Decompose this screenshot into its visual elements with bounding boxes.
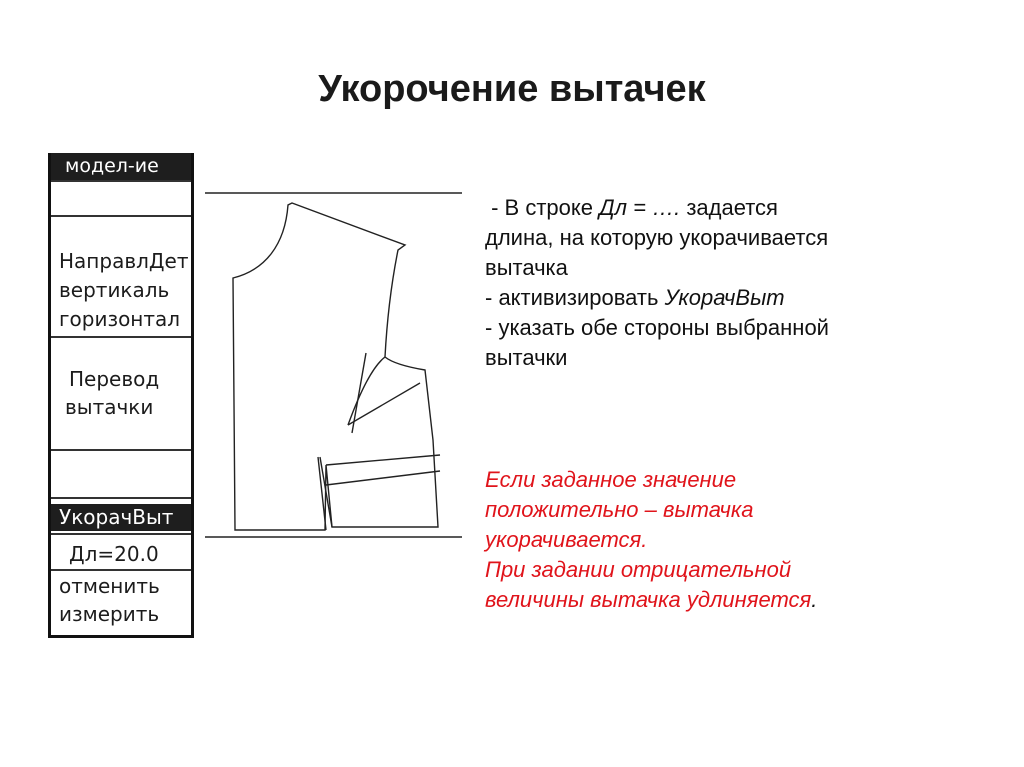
bullet-line: - активизировать УкорачВыт (485, 285, 785, 310)
menu-item-horizontal[interactable]: горизонтал (59, 307, 181, 331)
menu-divider (51, 569, 191, 571)
side-dart-lower (326, 471, 440, 485)
menu-divider (51, 533, 191, 535)
note-line: Если заданное значение (485, 467, 737, 492)
menu-item-vertical[interactable]: вертикаль (59, 278, 170, 302)
menu-item-direction[interactable]: НаправлДет (59, 249, 189, 273)
menu-item-shorten-dart[interactable]: УкорачВыт (51, 504, 191, 531)
note-line: положительно – вытачка (485, 497, 754, 522)
shoulder-dart-line (352, 353, 366, 433)
bullet-line: вытачка (485, 255, 568, 280)
menu-item-transfer-dart[interactable]: вытачки (65, 395, 154, 419)
bullet-line: - В строке Дл = …. задается (485, 195, 778, 220)
menu-divider (51, 336, 191, 338)
menu-item-transfer[interactable]: Перевод (69, 367, 160, 391)
bullet-line: вытачки (485, 345, 568, 370)
menu-divider (51, 215, 191, 217)
menu-item-measure[interactable]: измерить (59, 602, 160, 626)
cad-side-menu (48, 153, 194, 638)
bullet-line: - указать обе стороны выбранной (485, 315, 829, 340)
menu-length-field[interactable]: Дл=20.0 (69, 542, 159, 566)
pattern-drawing (200, 185, 470, 545)
bullet-line: длина, на которую укорачивается (485, 225, 829, 250)
note-line: величины вытачка удлиняется. (485, 587, 818, 612)
note-line: укорачивается. (485, 527, 648, 552)
armhole-dart-right (348, 383, 420, 425)
warning-note (485, 465, 955, 615)
instruction-text (485, 193, 955, 373)
slide-title: Укорочение вытачек (318, 68, 706, 110)
menu-divider (51, 449, 191, 451)
menu-item-cancel[interactable]: отменить (59, 574, 160, 598)
menu-divider (51, 180, 191, 182)
side-dart-upper (326, 455, 440, 465)
bodice-outline (233, 203, 438, 530)
menu-item-modeling[interactable]: модел-ие (51, 153, 191, 180)
note-line: При задании отрицательной (485, 557, 792, 582)
menu-divider (51, 497, 191, 499)
